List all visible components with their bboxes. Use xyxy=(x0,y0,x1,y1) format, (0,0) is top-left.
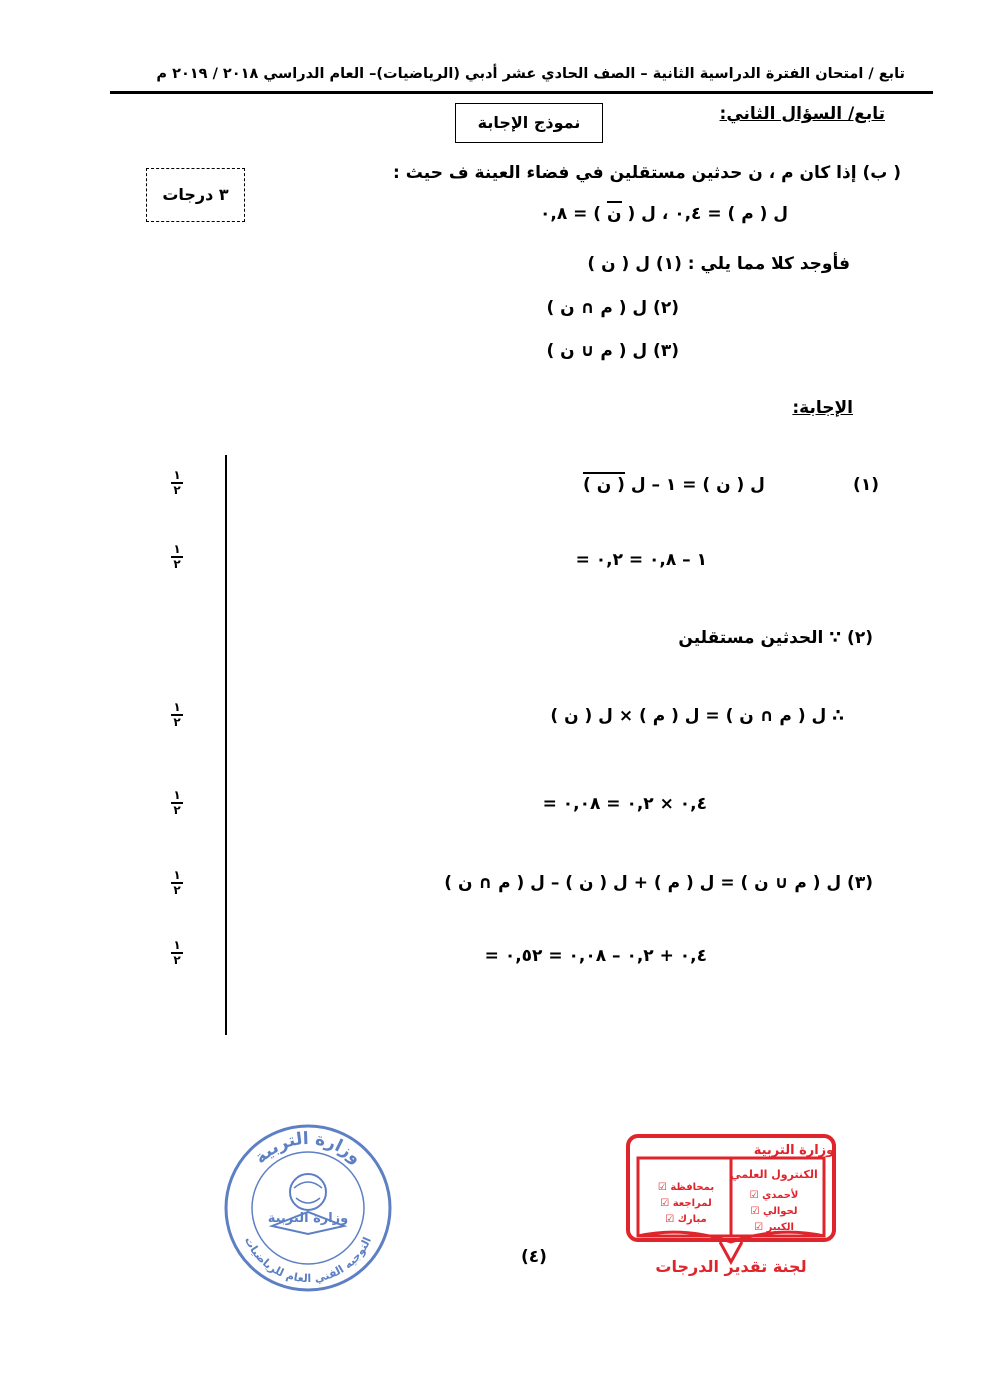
marks-label: ٣ درجات xyxy=(162,185,229,204)
grading-committee-stamp-image xyxy=(624,1130,838,1276)
header-rule xyxy=(110,91,933,94)
given-b-suffix: ) = ٠,٨ xyxy=(540,204,602,224)
stamp-row: ☑ مبارك xyxy=(665,1214,707,1225)
score-half: ١ ٢ xyxy=(166,470,188,496)
stamp-row: ☑ لحوالي xyxy=(750,1206,798,1217)
score-half: ١ ٢ xyxy=(166,790,188,816)
stamp-row: ☑ الكبير xyxy=(754,1222,794,1233)
ministry-seal-image xyxy=(222,1122,394,1294)
marks-box xyxy=(146,168,245,222)
answer-label: الإجابة: xyxy=(792,398,853,418)
question-find: فأوجد كلا مما يلي : (١) ل ( ن ) xyxy=(587,254,850,274)
section-title: تابع/ السؤال الثاني: xyxy=(719,104,885,124)
answer-1-number: (١) xyxy=(853,475,879,495)
question-item-2: (٢) ل ( م ∩ ن ) xyxy=(546,298,679,318)
answer-2-line-2: = ٠,٤ × ٠,٢ = ٠,٠٨ xyxy=(542,794,707,814)
answer-1-lhs: ل ( ن ) = ١ – ل xyxy=(630,475,765,495)
answer-1-line-2: = ١ – ٠,٨ = ٠,٢ xyxy=(575,550,707,570)
seal-center-text: وزارة التربية xyxy=(267,1211,349,1226)
model-answer-box xyxy=(455,103,603,143)
given-b-complement: ن xyxy=(607,201,622,224)
stamp-office: الكنترول العلمي xyxy=(730,1168,818,1181)
score-half: ١ ٢ xyxy=(166,702,188,728)
given-b-prefix: ل ( xyxy=(627,204,656,224)
question-intro: ( ب) إذا كان م ، ن حدثين مستقلين في فضاء العينة ف حيث : xyxy=(393,163,901,183)
stamp-footer: لجنة تقدير الدرجات xyxy=(655,1257,807,1276)
given-values xyxy=(540,204,788,224)
answer-3-line-2: = ٠,٤ + ٠,٢ – ٠,٠٨ = ٠,٥٢ xyxy=(484,946,707,966)
page-number: (٤) xyxy=(521,1247,547,1267)
stamp-row: ☑ لمراجعة xyxy=(660,1198,712,1209)
answer-2-reason: (٢) ∵ الحدثين مستقلين xyxy=(678,628,873,648)
score-divider xyxy=(225,455,227,1035)
seal-top-text: وزارة التربية xyxy=(250,1128,366,1169)
stamp-row: ☑ لأحمدي xyxy=(749,1190,799,1201)
stamp-ministry: وزارة التربية xyxy=(753,1143,835,1158)
given-a: ل ( م ) = ٠,٤ ، xyxy=(661,204,789,224)
stamp-row: ☑ بمحافظة xyxy=(657,1182,715,1193)
score-half: ١ ٢ xyxy=(166,870,188,896)
answer-3-line-1: (٣) ل ( م ∪ ن ) = ل ( م ) + ل ( ن ) – ل ( م ∩ ن ) xyxy=(444,873,873,893)
seal-bottom-text: التوجيه الفني العام للرياضيات xyxy=(241,1234,374,1286)
model-answer-label: نموذج الإجابة xyxy=(477,113,581,132)
score-half: ١ ٢ xyxy=(166,940,188,966)
answer-1-line-1 xyxy=(583,475,765,495)
answer-1-complement: ( ن ) xyxy=(583,472,625,495)
score-half: ١ ٢ xyxy=(166,544,188,570)
answer-2-line-1: ∴ ل ( م ∩ ن ) = ل ( م ) × ل ( ن ) xyxy=(550,706,844,726)
question-item-3: (٣) ل ( م ∪ ن ) xyxy=(546,341,679,361)
exam-header: تابع / امتحان الفترة الدراسية الثانية – الصف الحادي عشر أدبي (الرياضيات)– العام الدراسي ٢٠١٨ / ٢٠١٩ م xyxy=(156,66,905,82)
